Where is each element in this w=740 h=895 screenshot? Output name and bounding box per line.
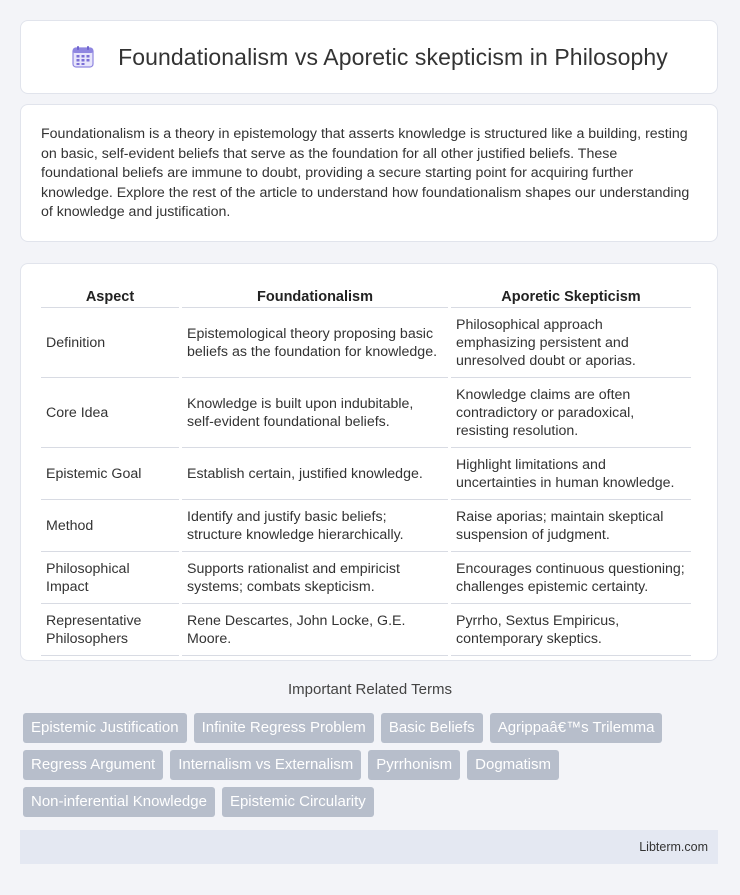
intro-paragraph: Foundationalism is a theory in epistemology that asserts knowledge is structured like a building, resting on basic, self-evident beliefs that serve as the foundation for all other justified beliefs. These foundational beliefs are immune to doubt, providing a secure starting point for acquiring further knowledge. Explore the rest of the article to understand how foundationalism shapes our understanding of knowledge and justification. [41, 126, 690, 221]
header-aporetic-skepticism: Aporetic Skepticism [451, 284, 691, 308]
tag-epistemic-circularity[interactable]: Epistemic Circularity [222, 787, 374, 817]
tag-agrippas-trilemma[interactable]: Agrippaâ€™s Trilemma [490, 713, 663, 743]
row-aporetic: Encourages continuous questioning; challenges epistemic certainty. [451, 552, 691, 604]
row-foundationalism: Knowledge is built upon indubitable, self-evident foundational beliefs. [182, 378, 448, 448]
row-aporetic: Highlight limitations and uncertainties in human knowledge. [451, 448, 691, 500]
related-terms-heading: Important Related Terms [288, 681, 452, 698]
comparison-table [38, 284, 694, 656]
row-aporetic: Knowledge claims are often contradictory or paradoxical, resisting resolution. [451, 378, 691, 448]
header-foundationalism: Foundationalism [182, 284, 448, 308]
intro-card [20, 104, 718, 242]
tag-basic-beliefs[interactable]: Basic Beliefs [381, 713, 483, 743]
table-row [41, 448, 691, 500]
row-foundationalism: Establish certain, justified knowledge. [182, 448, 448, 500]
tag-internalism-vs-externalism[interactable]: Internalism vs Externalism [170, 750, 361, 780]
title-card [20, 20, 718, 94]
table-row [41, 552, 691, 604]
row-aspect: Representative Philosophers [41, 604, 179, 656]
row-aspect: Philosophical Impact [41, 552, 179, 604]
row-aporetic: Philosophical approach emphasizing persistent and unresolved doubt or aporias. [451, 308, 691, 378]
row-foundationalism: Supports rationalist and empiricist systems; combats skepticism. [182, 552, 448, 604]
page-title: Foundationalism vs Aporetic skepticism in Philosophy [118, 43, 668, 70]
row-aspect: Definition [41, 308, 179, 378]
tag-epistemic-justification[interactable]: Epistemic Justification [23, 713, 187, 743]
row-aspect: Core Idea [41, 378, 179, 448]
footer-site-link[interactable]: Libterm.com [639, 840, 708, 854]
tag-non-inferential-knowledge[interactable]: Non-inferential Knowledge [23, 787, 215, 817]
row-aporetic: Pyrrho, Sextus Empiricus, contemporary skeptics. [451, 604, 691, 656]
table-row [41, 500, 691, 552]
table-header-row [41, 284, 691, 308]
row-aspect: Epistemic Goal [41, 448, 179, 500]
tag-pyrrhonism[interactable]: Pyrrhonism [368, 750, 460, 780]
header-aspect: Aspect [41, 284, 179, 308]
row-foundationalism: Identify and justify basic beliefs; structure knowledge hierarchically. [182, 500, 448, 552]
table-row [41, 604, 691, 656]
row-aporetic: Raise aporias; maintain skeptical suspension of judgment. [451, 500, 691, 552]
row-foundationalism: Epistemological theory proposing basic beliefs as the foundation for knowledge. [182, 308, 448, 378]
row-foundationalism: Rene Descartes, John Locke, G.E. Moore. [182, 604, 448, 656]
related-terms-list [23, 713, 713, 817]
tag-infinite-regress-problem[interactable]: Infinite Regress Problem [194, 713, 374, 743]
tag-dogmatism[interactable]: Dogmatism [467, 750, 559, 780]
row-aspect: Method [41, 500, 179, 552]
calendar-grid-icon [70, 44, 96, 70]
comparison-card [20, 263, 718, 661]
table-row [41, 308, 691, 378]
tag-regress-argument[interactable]: Regress Argument [23, 750, 163, 780]
table-row [41, 378, 691, 448]
footer [20, 830, 718, 864]
